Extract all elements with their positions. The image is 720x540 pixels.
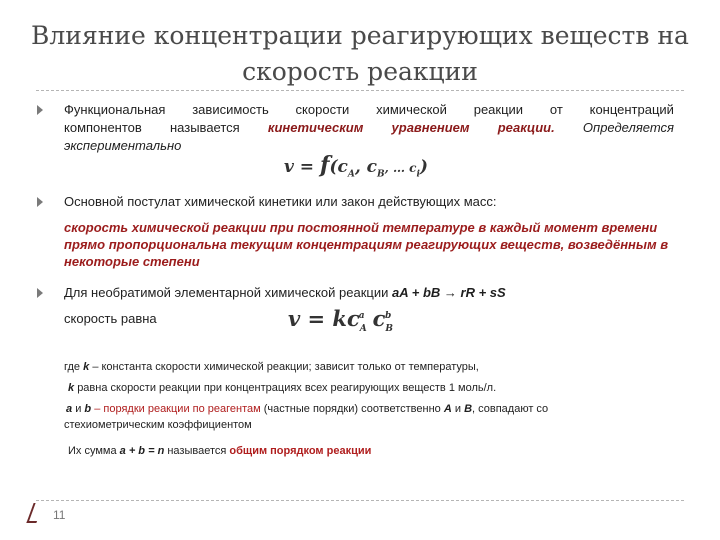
bullet-arrow-icon [37, 288, 43, 298]
bullet-arrow-icon [37, 105, 43, 115]
bullet1-line3: экспериментально [64, 138, 182, 153]
title-divider [36, 90, 684, 91]
footer-divider [36, 500, 684, 501]
mass-action-law: скорость химической реакции при постоянной температуре в каждый момент времени прямо пропорциональна текущим концентрациям реагирующих веществ, возведённым в некоторые степени [64, 220, 669, 269]
bullet1-line1: Функциональная зависимость скорости химической реакции от концентраций [64, 102, 674, 117]
mass-action-formula: $v = kc_A^a$ $c_B^b$ [288, 306, 393, 335]
bullet1-line2: компонентов называется кинетическим уравнением реакции. Определяется [64, 120, 674, 135]
note-overall-order: Их сумма a + b = n называется общим порядком реакции [68, 445, 372, 457]
kinetic-equation-term: кинетическим уравнением реакции. [267, 120, 555, 135]
note-k-meaning: k равна скорости реакции при концентрациях всех реагирующих веществ 1 моль/л. [68, 382, 497, 394]
bullet2-text: Основной постулат химической кинетики или закон действующих масс: [64, 194, 497, 209]
note-partial-orders-line2: стехиометрическим коэффициентом [64, 419, 252, 431]
slide-title: Влияние концентрации реагирующих веществ на скорость реакции [31, 21, 689, 86]
bullet3-text: Для необратимой элементарной химической реакции aA + bB → rR + sS [64, 285, 506, 300]
rate-function-formula: $v = f(c_A$, $c_B$, … $c_i$) [284, 152, 428, 180]
rate-label: скорость равна [64, 311, 157, 326]
slide-number: 11 [53, 508, 66, 522]
note-k-definition: где k – константа скорости химической реакции; зависит только от температуры, [64, 361, 479, 373]
footer-corner-decoration [26, 503, 43, 523]
bullet-arrow-icon [37, 197, 43, 207]
reaction-equation: aA + bB → rR + sS [392, 285, 506, 300]
note-partial-orders: a и b – порядки реакции по реагентам (частные порядки) соответственно A и B, совпадают со [66, 403, 549, 415]
